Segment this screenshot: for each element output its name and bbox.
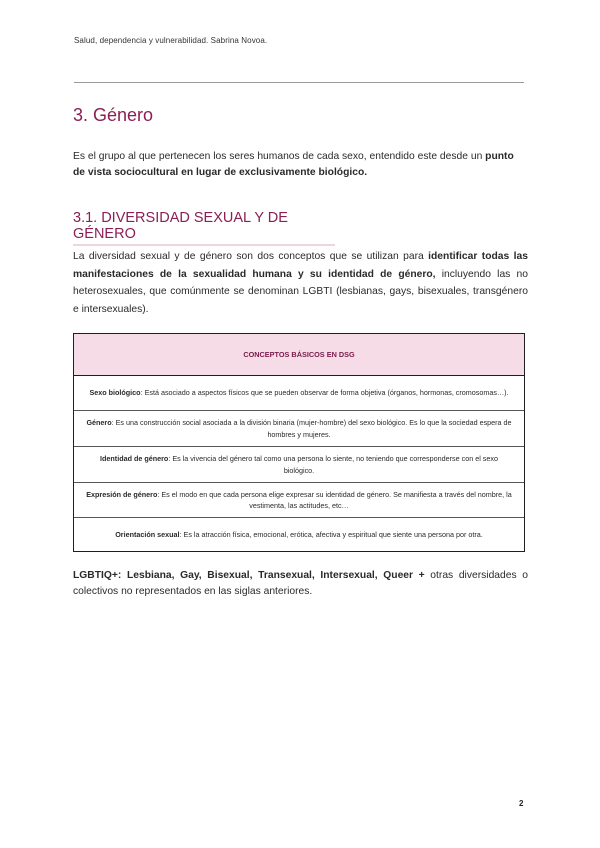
row-content <box>84 417 514 440</box>
diversity-text-end: incluyendo las no heterosexuales, que comúnmente se denominan LGBTI (lesbianas, gays, bisexuales, transgénero e intersexuales). <box>73 268 528 315</box>
table-row <box>74 447 524 483</box>
concepts-table <box>73 333 525 552</box>
row-content <box>84 489 514 512</box>
concept-term: Expresión de género <box>86 489 158 499</box>
concept-definition: : Es la atracción física, emocional, erótica, afectiva y espiritual que siente una persona por otra. <box>179 529 483 539</box>
intro-text: Es el grupo al que pertenecen los seres humanos de cada sexo, entendido este desde un <box>73 151 486 162</box>
lgbtiq-bold-text: LGBTIQ+: Lesbiana, Gay, Bisexual, Transexual, Intersexual, Queer + <box>73 570 425 581</box>
concept-definition: : Es el modo en que cada persona elige expresar su identidad de género. Se manifiesta a través del nombre, la vestimenta, las actitudes, etc… <box>157 489 512 510</box>
table-header <box>74 334 524 376</box>
intro-paragraph <box>73 149 528 181</box>
concept-term: Orientación sexual <box>115 529 180 539</box>
concept-definition: : Es una construcción social asociada a la división binaria (mujer-hombre) del sexo biológico. Es lo que la sociedad espera de hombres y mujeres. <box>111 418 512 439</box>
table-row <box>74 483 524 518</box>
diversity-bold-text: identificar todas las manifestaciones de la sexualidad humana y su identidad de género, <box>73 251 528 280</box>
concept-term: Género <box>86 418 112 427</box>
row-content <box>89 387 508 399</box>
page-header: Salud, dependencia y vulnerabilidad. Sabrina Novoa. <box>74 36 268 45</box>
concept-term: Identidad de género <box>100 454 169 463</box>
concept-term: Sexo biológico <box>89 388 141 398</box>
row-content <box>84 453 514 476</box>
table-row <box>74 518 524 551</box>
header-divider <box>74 82 524 83</box>
concept-definition: : Está asociado a aspectos físicos que se pueden observar de forma objetiva (órganos, hormonas, cromosomas…). <box>140 388 509 398</box>
diversity-paragraph <box>73 248 528 318</box>
page-number: 2 <box>519 799 524 808</box>
diversity-text: La diversidad sexual y de género son dos conceptos que se utilizan para <box>73 251 429 262</box>
table-row <box>74 376 524 411</box>
lgbtiq-text: otras diversidades o colectivos no representados en las siglas anteriores. <box>73 570 528 597</box>
section-title: 3. Género <box>73 105 154 125</box>
table-header-label: CONCEPTOS BÁSICOS EN DSG <box>243 350 355 359</box>
concept-definition: : Es la vivencia del género tal como una persona lo siente, no teniendo que corresponderse con el sexo biológico. <box>168 454 498 475</box>
subsection-title: 3.1. DIVERSIDAD SEXUAL Y DE GÉNERO <box>73 210 335 246</box>
lgbtiq-paragraph <box>73 568 528 600</box>
table-row <box>74 411 524 447</box>
intro-bold-text: punto de vista sociocultural en lugar de exclusivamente biológico. <box>73 151 514 178</box>
row-content <box>115 529 483 541</box>
